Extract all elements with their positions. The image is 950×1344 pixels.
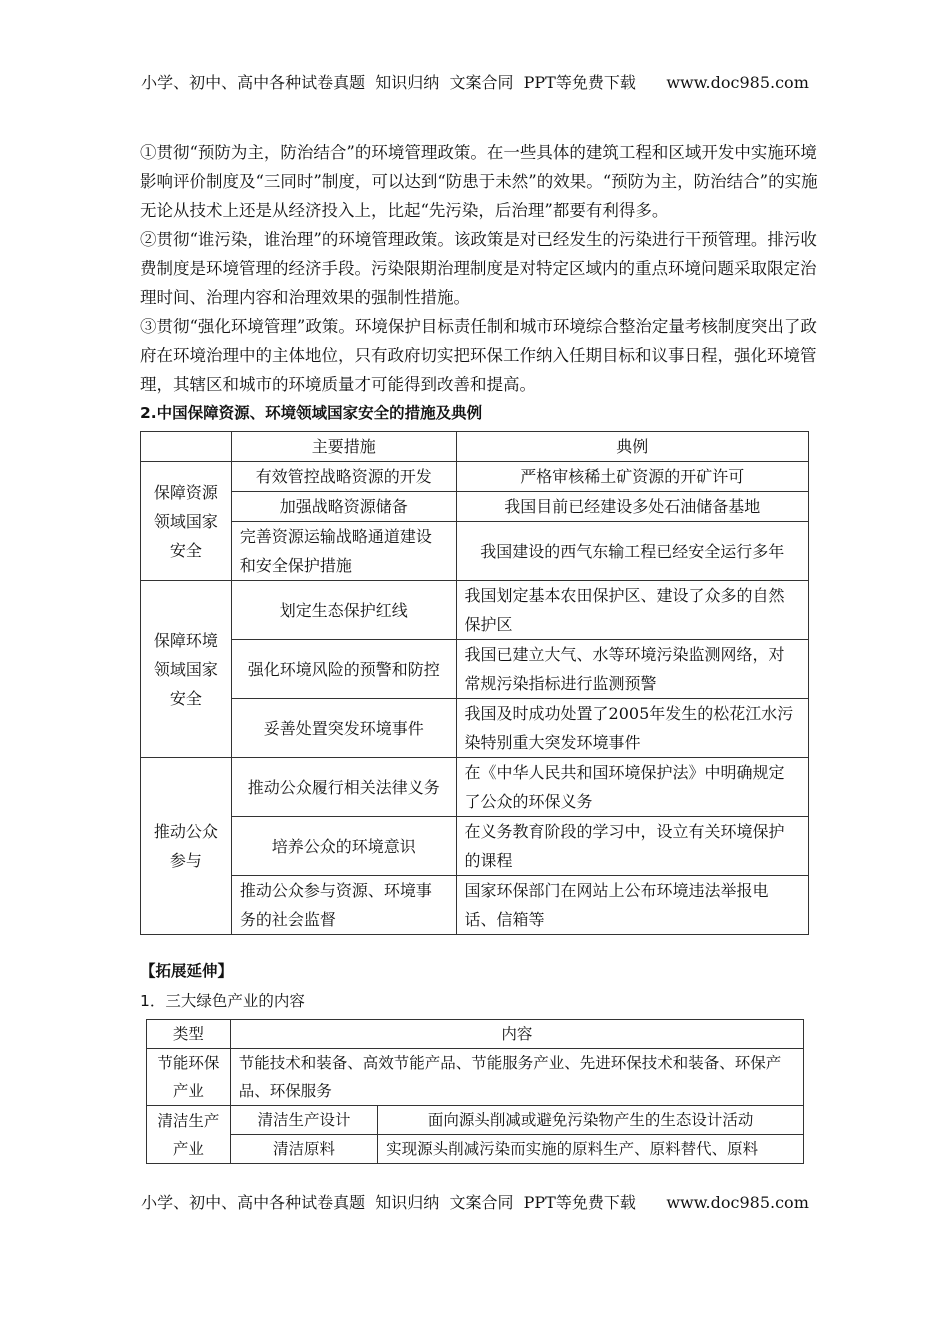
content-cell: 实现源头削减污染而实施的原料生产、原料替代、原料: [378, 1135, 804, 1164]
paragraph-1: ①贯彻“预防为主，防治结合”的环境管理政策。在一些具体的建筑工程和区域开发中实施环境影响评价制度及“三同时”制度，可以达到“防患于未然”的效果。“预防为主，防治结合”的实施无论从技术上还是从经济投入上，比起“先污染，后治理”都要有利得多。: [140, 143, 818, 220]
green-industry-table: [146, 1019, 804, 1164]
table-row: [141, 817, 809, 876]
measure-cell: 培养公众的环境意识: [231, 817, 456, 876]
group-label-public: 推动公众参与: [141, 758, 232, 935]
measure-cell: 强化环境风险的预警和防控: [231, 640, 456, 699]
subtype-cell: 清洁生产设计: [230, 1106, 377, 1135]
content-cell: 面向源头削减或避免污染物产生的生态设计活动: [378, 1106, 804, 1135]
measure-cell: 推动公众履行相关法律义务: [231, 758, 456, 817]
table-header-row: [141, 432, 809, 462]
header-examples: 典例: [456, 432, 808, 462]
measure-cell: 推动公众参与资源、环境事务的社会监督: [231, 876, 456, 935]
table-row: [141, 492, 809, 522]
example-cell: 我国已建立大气、水等环境污染监测网络，对常规污染指标进行监测预警: [456, 640, 808, 699]
header-type: 类型: [147, 1020, 231, 1049]
example-cell: 在《中华人民共和国环境保护法》中明确规定了公众的环保义务: [456, 758, 808, 817]
table-row: [141, 876, 809, 935]
group-label-resources: 保障资源领域国家安全: [141, 462, 232, 581]
type-cell: 清洁生产产业: [147, 1106, 231, 1164]
table-row: [147, 1106, 804, 1135]
measure-cell: 完善资源运输战略通道建设和安全保护措施: [231, 522, 456, 581]
table-row: [141, 640, 809, 699]
measure-cell: 妥善处置突发环境事件: [231, 699, 456, 758]
page-footer: 小学、初中、高中各种试卷真题 知识归纳 文案合同 PPT等免费下载 www.doc985.com: [141, 1193, 809, 1212]
example-cell: 我国及时成功处置了2005年发生的松花江水污染特别重大突发环境事件: [456, 699, 808, 758]
table-row: [147, 1049, 804, 1106]
section-2-title: 2.中国保障资源、环境领域国家安全的措施及典例: [140, 404, 483, 422]
table-corner-cell: [141, 432, 232, 462]
example-cell: 严格审核稀土矿资源的开矿许可: [456, 462, 808, 492]
measure-cell: 加强战略资源储备: [231, 492, 456, 522]
content-cell: 节能技术和装备、高效节能产品、节能服务产业、先进环保技术和装备、环保产品、环保服务: [230, 1049, 803, 1106]
paragraph-2: ②贯彻“谁污染，谁治理”的环境管理政策。该政策是对已经发生的污染进行干预管理。排污收费制度是环境管理的经济手段。污染限期治理制度是对特定区域内的重点环境问题采取限定治理时间、治理内容和治理效果的强制性措施。: [140, 230, 817, 307]
table-row: [141, 522, 809, 581]
page-header: 小学、初中、高中各种试卷真题 知识归纳 文案合同 PPT等免费下载 www.doc985.com: [141, 73, 809, 92]
group-label-environment: 保障环境领域国家安全: [141, 581, 232, 758]
example-cell: 我国划定基本农田保护区、建设了众多的自然保护区: [456, 581, 808, 640]
extension-subtitle: 1．三大绿色产业的内容: [140, 992, 305, 1010]
example-cell: 国家环保部门在网站上公布环境违法举报电话、信箱等: [456, 876, 808, 935]
measure-cell: 有效管控战略资源的开发: [231, 462, 456, 492]
extension-title: 【拓展延伸】: [140, 962, 234, 980]
header-measures: 主要措施: [231, 432, 456, 462]
example-cell: 我国目前已经建设多处石油储备基地: [456, 492, 808, 522]
table-row: [141, 581, 809, 640]
example-cell: 我国建设的西气东输工程已经安全运行多年: [456, 522, 808, 581]
security-measures-table: [140, 431, 809, 935]
policy-paragraphs: [140, 138, 820, 399]
example-cell: 在义务教育阶段的学习中，设立有关环境保护的课程: [456, 817, 808, 876]
paragraph-3: ③贯彻“强化环境管理”政策。环境保护目标责任制和城市环境综合整治定量考核制度突出了政府在环境治理中的主体地位，只有政府切实把环保工作纳入任期目标和议事日程，强化环境管理，其辖区和城市的环境质量才可能得到改善和提高。: [140, 317, 817, 394]
subtype-cell: 清洁原料: [230, 1135, 377, 1164]
table-row: [141, 462, 809, 492]
table-row: [141, 758, 809, 817]
table-header-row: [147, 1020, 804, 1049]
table-row: [141, 699, 809, 758]
header-content: 内容: [230, 1020, 803, 1049]
type-cell: 节能环保产业: [147, 1049, 231, 1106]
measure-cell: 划定生态保护红线: [231, 581, 456, 640]
table-row: [147, 1135, 804, 1164]
